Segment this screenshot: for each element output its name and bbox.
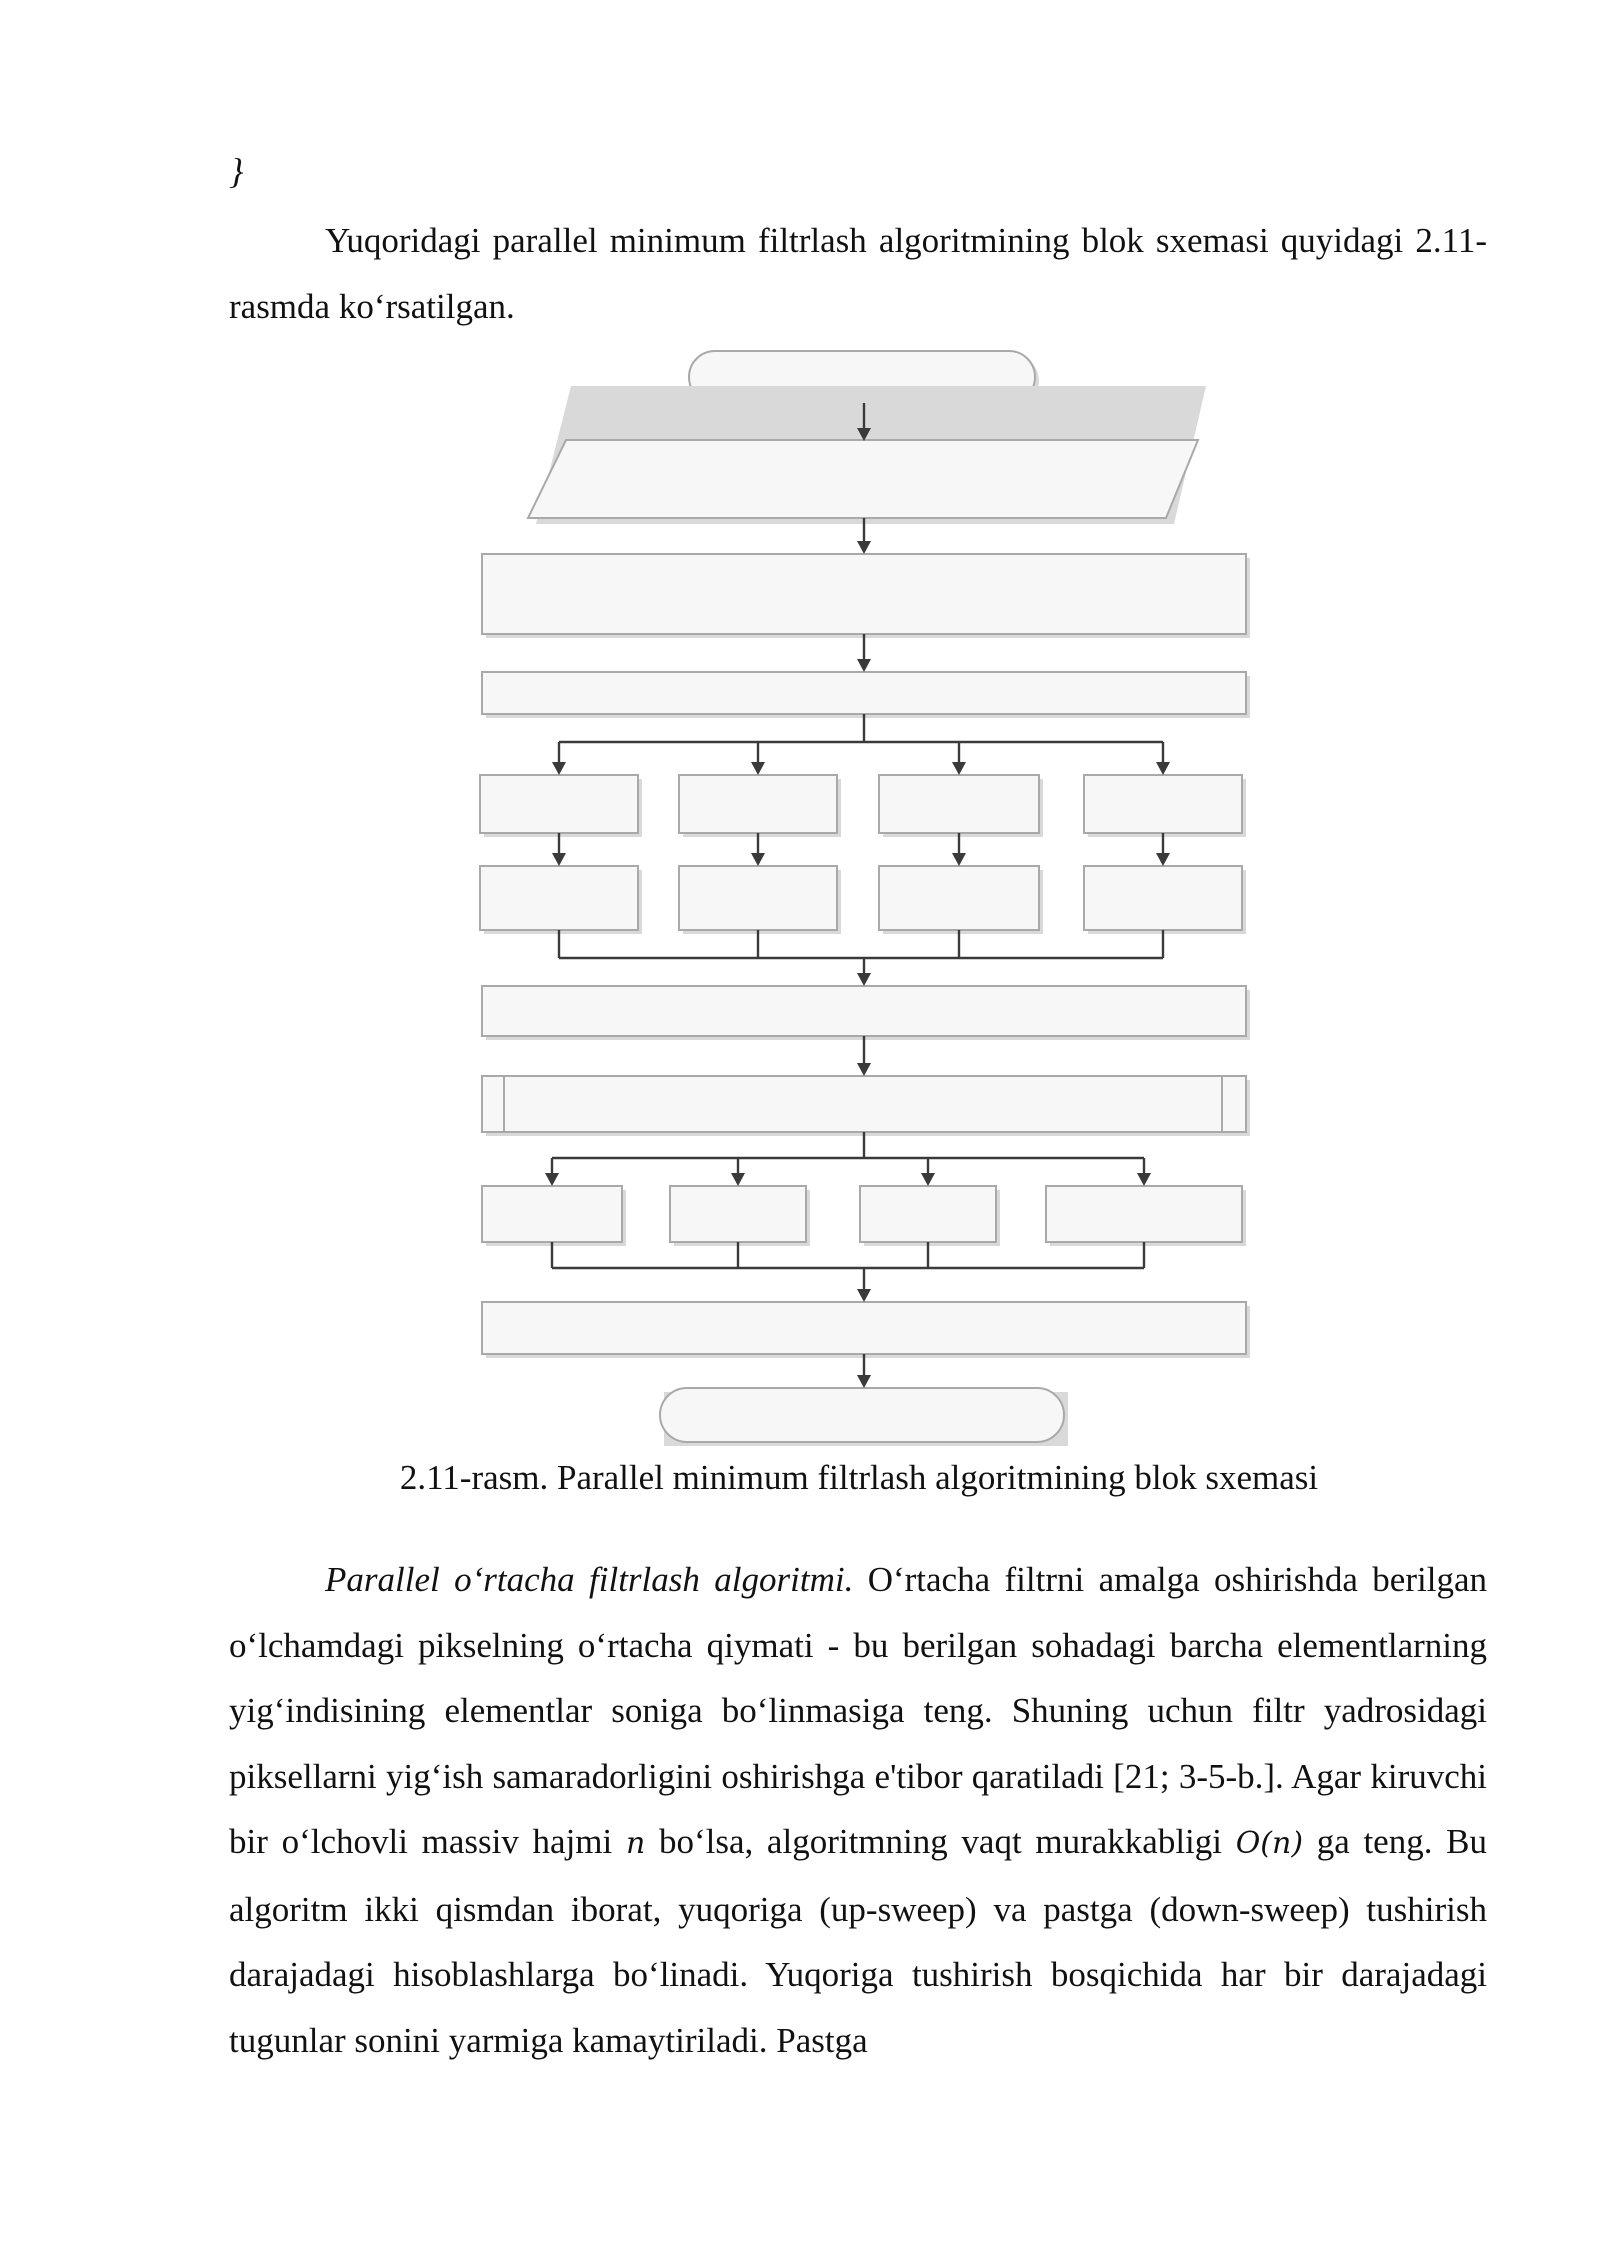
- flow-branch-d1: [1084, 775, 1242, 833]
- body-text-2: bo‘lsa, algoritmning vaqt murakkabligi: [645, 1822, 1236, 1861]
- section-heading: Parallel o‘rtacha filtrlash algoritmi.: [325, 1560, 854, 1599]
- flow-branch-f1: [670, 1186, 806, 1242]
- flow-branch-h1: [1046, 1186, 1242, 1242]
- flow-process-2: [482, 672, 1246, 714]
- body-text-3: ga teng. Bu algoritm ikki qismdan iborat, yuqoriga (up-sweep) va pastga (down-sweep) tushirish darajadagi hisoblashlarga bo‘linadi. Yuqoriga tushirish bosqichida har bir darajadagi tugunlar sonini yarmiga kamaytiriladi. Pastga: [229, 1822, 1487, 2060]
- intro-paragraph: Yuqoridagi parallel minimum filtrlash algoritmining blok sxemasi quyidagi 2.11-rasmda ko‘rsatilgan.: [229, 221, 1487, 326]
- body-paragraph: [229, 1547, 1487, 2073]
- flow-predefined-process: [482, 1076, 1246, 1132]
- flow-branch-g1: [860, 1186, 996, 1242]
- math-o-n: O(n): [1235, 1826, 1304, 1861]
- flow-end-terminal: [660, 1388, 1064, 1442]
- flow-branch-e1: [482, 1186, 622, 1242]
- flow-branch-c2: [879, 866, 1039, 930]
- flow-process-4: [482, 1302, 1246, 1354]
- closing-brace: }: [229, 151, 244, 191]
- flow-branch-a2: [480, 866, 638, 930]
- flow-process-3: [482, 986, 1246, 1036]
- flow-input-parallelogram: [528, 440, 1198, 518]
- math-n: n: [625, 1826, 646, 1861]
- flow-branch-a1: [480, 775, 638, 833]
- flow-branch-d2: [1084, 866, 1242, 930]
- flow-branch-b2: [679, 866, 837, 930]
- flow-branch-b1: [679, 775, 837, 833]
- flow-process-1: [482, 554, 1246, 634]
- figure-caption: 2.11-rasm. Parallel minimum filtrlash algoritmining blok sxemasi: [399, 1458, 1319, 1497]
- body-text-1: O‘rtacha filtrni amalga oshirishda berilgan o‘lchamdagi pikselning o‘rtacha qiymati - bu berilgan sohadagi barcha elementlarning yig‘indisining elementlar soniga bo‘linmasiga teng. Shuning uchun filtr yadrosidagi piksellarni yig‘ish samaradorligini oshirishga e'tibor qaratiladi [21; 3-5-b.]. Agar kiruvchi bir o‘lchovli massiv hajmi: [229, 1560, 1487, 1861]
- flow-branch-c1: [879, 775, 1039, 833]
